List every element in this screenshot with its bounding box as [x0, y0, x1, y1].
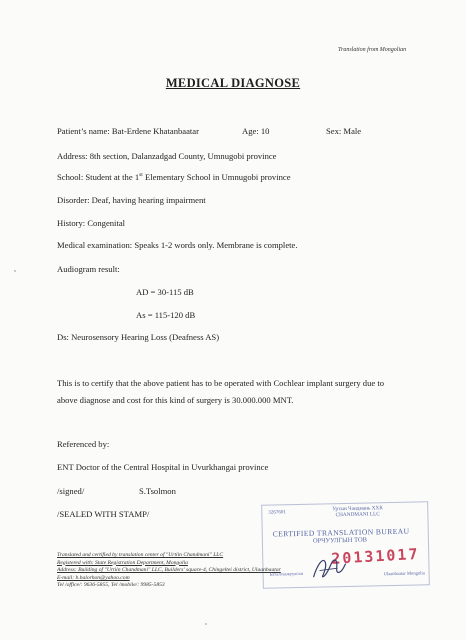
footer-line: Tel /office/: 9636-5855, Tel /mobile/: 9985-5853: [57, 582, 165, 589]
handwritten-signature: [309, 550, 350, 583]
school-prefix: School: Student at the 1: [57, 172, 140, 182]
footer-line: Address: Building of "Urtiin Chandmani" LLC, Builders' square-4, Chingeltei district, Ulaanbaatar: [57, 567, 281, 574]
certification-line-2: above diagnose and cost for this kind of surgery is 30.000.000 MNT.: [57, 395, 294, 405]
translation-bureau-stamp: [261, 501, 430, 588]
patient-sex: Sex: Male: [326, 126, 362, 136]
patient-disorder: Disorder: Deaf, having hearing impairment: [57, 195, 206, 205]
stamp-date: 20131017: [330, 544, 420, 568]
patient-school: [57, 172, 291, 182]
audiogram-as: As = 115-120 dB: [136, 310, 196, 320]
stamp-company-mn: Уртын Чандмань ХХК: [332, 505, 383, 513]
scan-speck: [205, 623, 207, 625]
referring-doctor: ENT Doctor of the Central Hospital in Uvurkhangai province: [57, 462, 269, 472]
patient-name: Patient’s name: Bat-Erdene Khatanbaatar: [57, 126, 199, 136]
footer-line: Registered with: State Registration Department, Mongolia: [57, 559, 188, 566]
audiogram-ad: AD = 30-115 dB: [136, 287, 194, 297]
stamp-certified-mn: ОРЧУУЛГЫН ТОВ: [312, 536, 368, 545]
signer-name: S.Tsolmon: [139, 486, 176, 496]
stamp-bottom-right: Ulaanbaatar Mongolia: [383, 570, 425, 577]
stamp-bottom-left: Баталгаажуулсан: [269, 570, 304, 577]
stamp-code: 3267601: [268, 510, 286, 516]
school-ordinal: st: [139, 172, 143, 179]
footer-line: Translated and certified by translation center of "Urtiin Chandmani" LLC: [57, 552, 224, 558]
medical-examination: Medical examination: Speaks 1-2 words only. Membrane is complete.: [57, 240, 298, 250]
patient-history: History: Congenital: [57, 218, 126, 228]
diagnosis: Ds: Neurosensory Hearing Loss (Deafness AS): [57, 332, 220, 342]
scan-speck: [14, 270, 16, 272]
translation-note: Translation from Mongolian: [338, 47, 407, 53]
footer-line: E-mail: b.balorhon@yahoo.com: [57, 574, 130, 581]
sealed-note: /SEALED WITH STAMP/: [57, 509, 150, 519]
referenced-by-label: Referenced by:: [57, 439, 110, 449]
patient-age: Age: 10: [242, 126, 270, 136]
signed-note: /signed/: [57, 486, 85, 496]
patient-address: Address: 8th section, Dalanzadgad County, Umnugobi province: [57, 151, 277, 161]
stamp-certified: CERTIFIED TRANSLATION BUREAU: [272, 526, 410, 539]
document-title: MEDICAL DIAGNOSE: [165, 76, 301, 90]
certification-line-1: This is to certify that the above patient has to be operated with Cochlear implant surgery due to: [57, 378, 385, 388]
school-suffix: Elementary School in Umnugobi province: [142, 172, 291, 182]
stamp-company: [332, 505, 383, 518]
audiogram-label: Audiogram result:: [57, 264, 120, 274]
translator-footer: [57, 552, 281, 590]
stamp-company-en: CHANDMANI LLC: [335, 511, 380, 519]
